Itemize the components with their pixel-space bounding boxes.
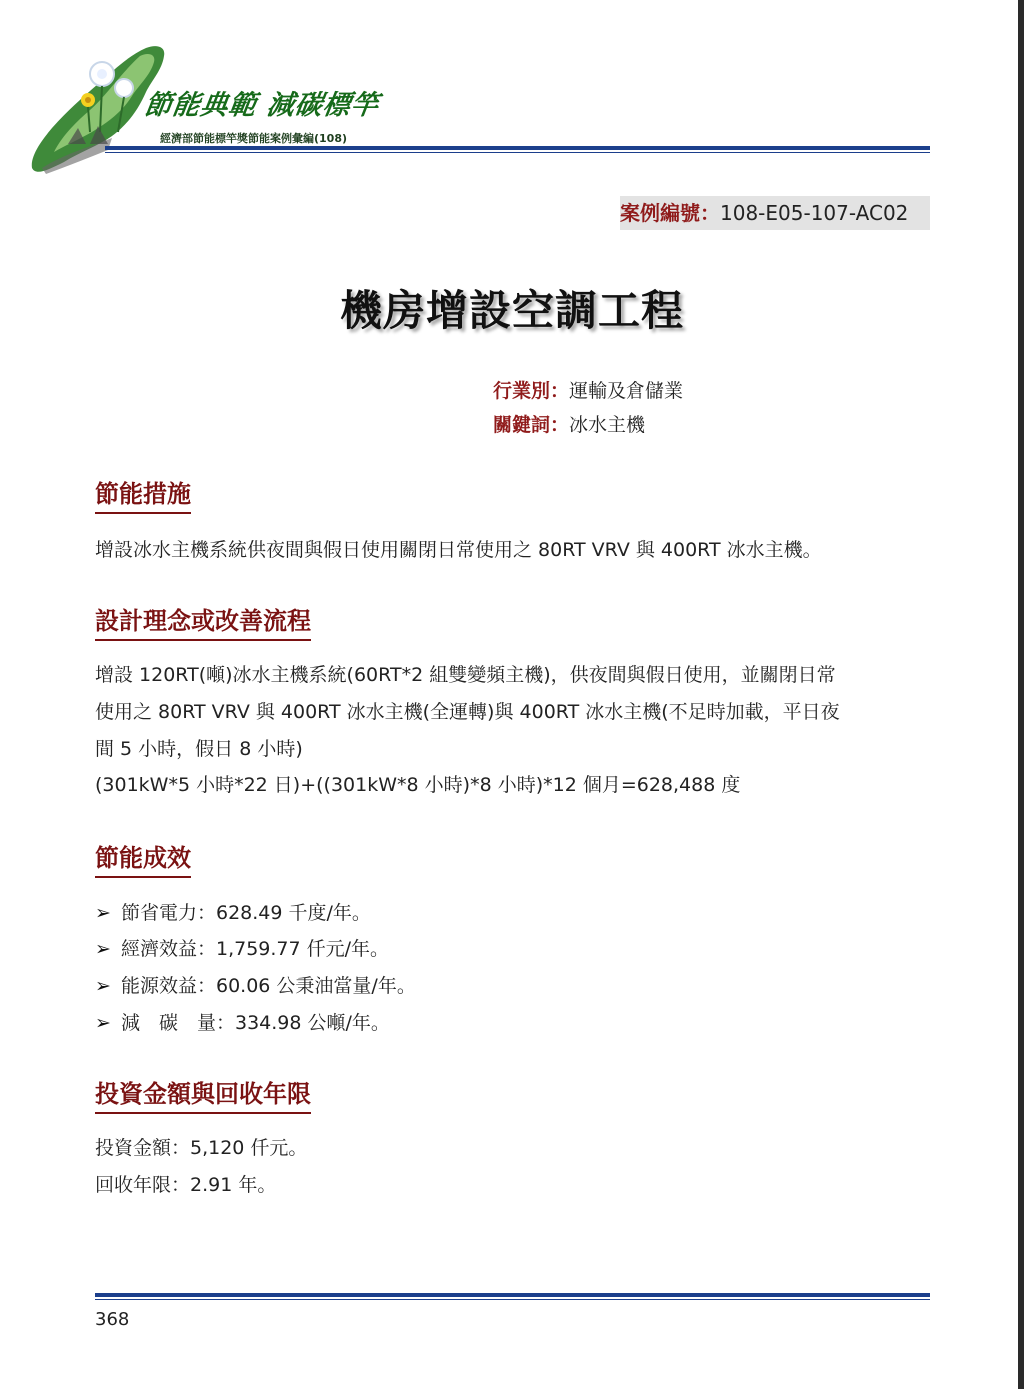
section-heading-measures: 節能措施 [95, 474, 191, 514]
brand-subtitle: 經濟部節能標竿獎節能案例彙編(108) [160, 132, 348, 145]
design-line: 增設 120RT(噸)冰水主機系統(60RT*2 組雙變頻主機)，供夜間與假日使用，並關閉日常 [95, 664, 836, 686]
result-item [95, 934, 389, 961]
design-line: (301kW*5 小時*22 日)+((301kW*8 小時)*8 小時)*12 個月=628,488 度 [95, 774, 741, 796]
keyword-row [493, 410, 645, 437]
investment-line: 回收年限：2.91 年。 [95, 1174, 277, 1196]
keyword-value: 冰水主機 [569, 414, 646, 436]
header-divider [105, 146, 930, 150]
design-line: 間 5 小時，假日 8 小時) [95, 738, 303, 760]
result-item-text: 節省電力：628.49 千度/年。 [121, 902, 371, 924]
result-item [95, 1008, 390, 1035]
keyword-label: 關鍵詞： [493, 414, 570, 436]
design-line: 使用之 80RT VRV 與 400RT 冰水主機(全運轉)與 400RT 冰水主機(不足時加載，平日夜 [95, 701, 840, 723]
page-title: 機房增設空調工程 [339, 286, 684, 335]
case-number-label: 案例編號： [620, 201, 720, 225]
header-divider-thin [105, 152, 930, 153]
investment-line: 投資金額：5,120 仟元。 [95, 1137, 308, 1159]
result-item-text: 能源效益：60.06 公秉油當量/年。 [121, 975, 416, 997]
footer-divider-thin [95, 1299, 930, 1300]
section-heading-investment: 投資金額與回收年限 [95, 1074, 311, 1114]
footer-divider [95, 1293, 930, 1297]
measures-text: 增設冰水主機系統供夜間與假日使用關閉日常使用之 80RT VRV 與 400RT 冰水主機。 [95, 539, 822, 561]
industry-row [493, 376, 683, 403]
bullet-arrow-icon: ➢ [95, 938, 111, 960]
bullet-arrow-icon: ➢ [95, 1012, 111, 1034]
industry-value: 運輸及倉儲業 [569, 380, 684, 402]
bullet-arrow-icon: ➢ [95, 975, 111, 997]
section-heading-results: 節能成效 [95, 838, 191, 878]
case-number-value: 108-E05-107-AC02 [720, 201, 909, 225]
case-number-box [620, 196, 930, 230]
section-heading-design: 設計理念或改善流程 [95, 601, 311, 641]
result-item [95, 971, 416, 998]
result-item-text: 經濟效益：1,759.77 仟元/年。 [121, 938, 390, 960]
result-item-text: 減 碳 量：334.98 公噸/年。 [121, 1012, 390, 1034]
result-item [95, 898, 371, 925]
page-edge [1018, 0, 1024, 1389]
brand-title: 節能典範 減碳標竿 [142, 90, 382, 121]
industry-label: 行業別： [493, 380, 570, 402]
bullet-arrow-icon: ➢ [95, 902, 111, 924]
page-number: 368 [95, 1309, 130, 1330]
